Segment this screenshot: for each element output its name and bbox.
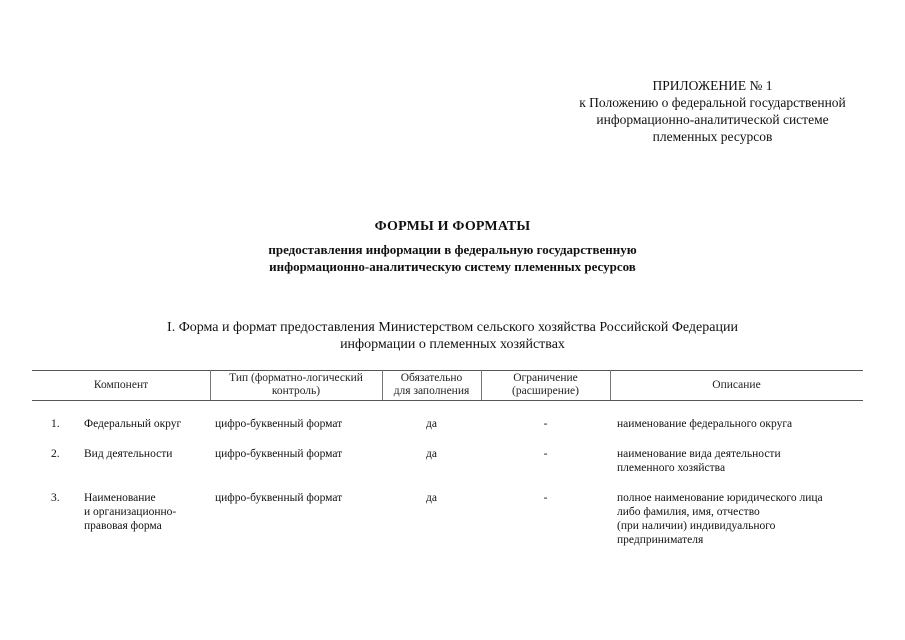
- header-type-line: контроль): [271, 385, 321, 397]
- appendix-line: к Положению о федеральной государственной: [579, 95, 846, 110]
- appendix-header: [545, 77, 880, 145]
- row-description-line: предпринимателя: [617, 534, 704, 546]
- row-type: цифро-буквенный формат: [215, 492, 343, 504]
- row-required: да: [426, 492, 437, 504]
- header-type: [210, 372, 382, 398]
- row-description-line: либо фамилия, имя, отчество: [617, 506, 760, 518]
- row-type: цифро-буквенный формат: [215, 418, 343, 430]
- row-number: 2.: [51, 448, 60, 460]
- row-component: [84, 417, 181, 431]
- row-description-line: наименование вида деятельности: [617, 448, 781, 460]
- row-description: [617, 491, 823, 547]
- header-required-line: для заполнения: [393, 385, 470, 397]
- appendix-line: ПРИЛОЖЕНИЕ № 1: [652, 78, 773, 93]
- row-limit: -: [543, 492, 548, 504]
- row-component-line: и организационно-: [84, 506, 177, 518]
- row-description-line: (при наличии) индивидуального: [617, 520, 776, 532]
- section-line: информации о племенных хозяйствах: [340, 337, 565, 352]
- row-limit: -: [543, 448, 548, 460]
- row-description-line: наименование федерального округа: [617, 418, 793, 430]
- document-title: ФОРМЫ И ФОРМАТЫ: [374, 219, 531, 234]
- section-line: I. Форма и формат предоставления Министерством сельского хозяйства Российской Федерации: [167, 320, 738, 335]
- section-heading: [0, 319, 905, 353]
- header-required-line: Обязательно: [400, 372, 463, 384]
- header-required: [382, 372, 481, 398]
- row-description-line: племенного хозяйства: [617, 462, 726, 474]
- row-number: 1.: [51, 418, 60, 430]
- row-required: да: [426, 418, 437, 430]
- document-subtitle: [0, 241, 905, 275]
- subtitle-line: предоставления информации в федеральную государственную: [268, 242, 637, 257]
- row-component: [84, 447, 172, 461]
- header-limit-line: (расширение): [512, 385, 579, 397]
- appendix-line: информационно-аналитической системе: [596, 112, 829, 127]
- row-type: цифро-буквенный формат: [215, 448, 343, 460]
- row-component-line: Вид деятельности: [84, 448, 173, 460]
- row-component-line: Наименование: [84, 492, 156, 504]
- header-description: Описание: [712, 379, 761, 391]
- row-required: да: [426, 448, 437, 460]
- appendix-line: племенных ресурсов: [652, 129, 773, 144]
- row-description: [617, 417, 792, 431]
- header-type-line: Тип (форматно-логический: [229, 372, 363, 384]
- row-component-line: Федеральный округ: [84, 418, 182, 430]
- table-top-rule: [32, 370, 863, 371]
- subtitle-line: информационно-аналитическую систему племенных ресурсов: [269, 259, 636, 274]
- row-description: [617, 447, 781, 475]
- row-number: 3.: [51, 492, 60, 504]
- header-limit-line: Ограничение: [513, 372, 578, 384]
- row-component-line: правовая форма: [84, 520, 162, 532]
- header-limit: [481, 372, 610, 398]
- header-component: Компонент: [93, 379, 149, 391]
- row-description-line: полное наименование юридического лица: [617, 492, 823, 504]
- row-component: [84, 491, 176, 533]
- row-limit: -: [543, 418, 548, 430]
- table-header-rule: [32, 400, 863, 401]
